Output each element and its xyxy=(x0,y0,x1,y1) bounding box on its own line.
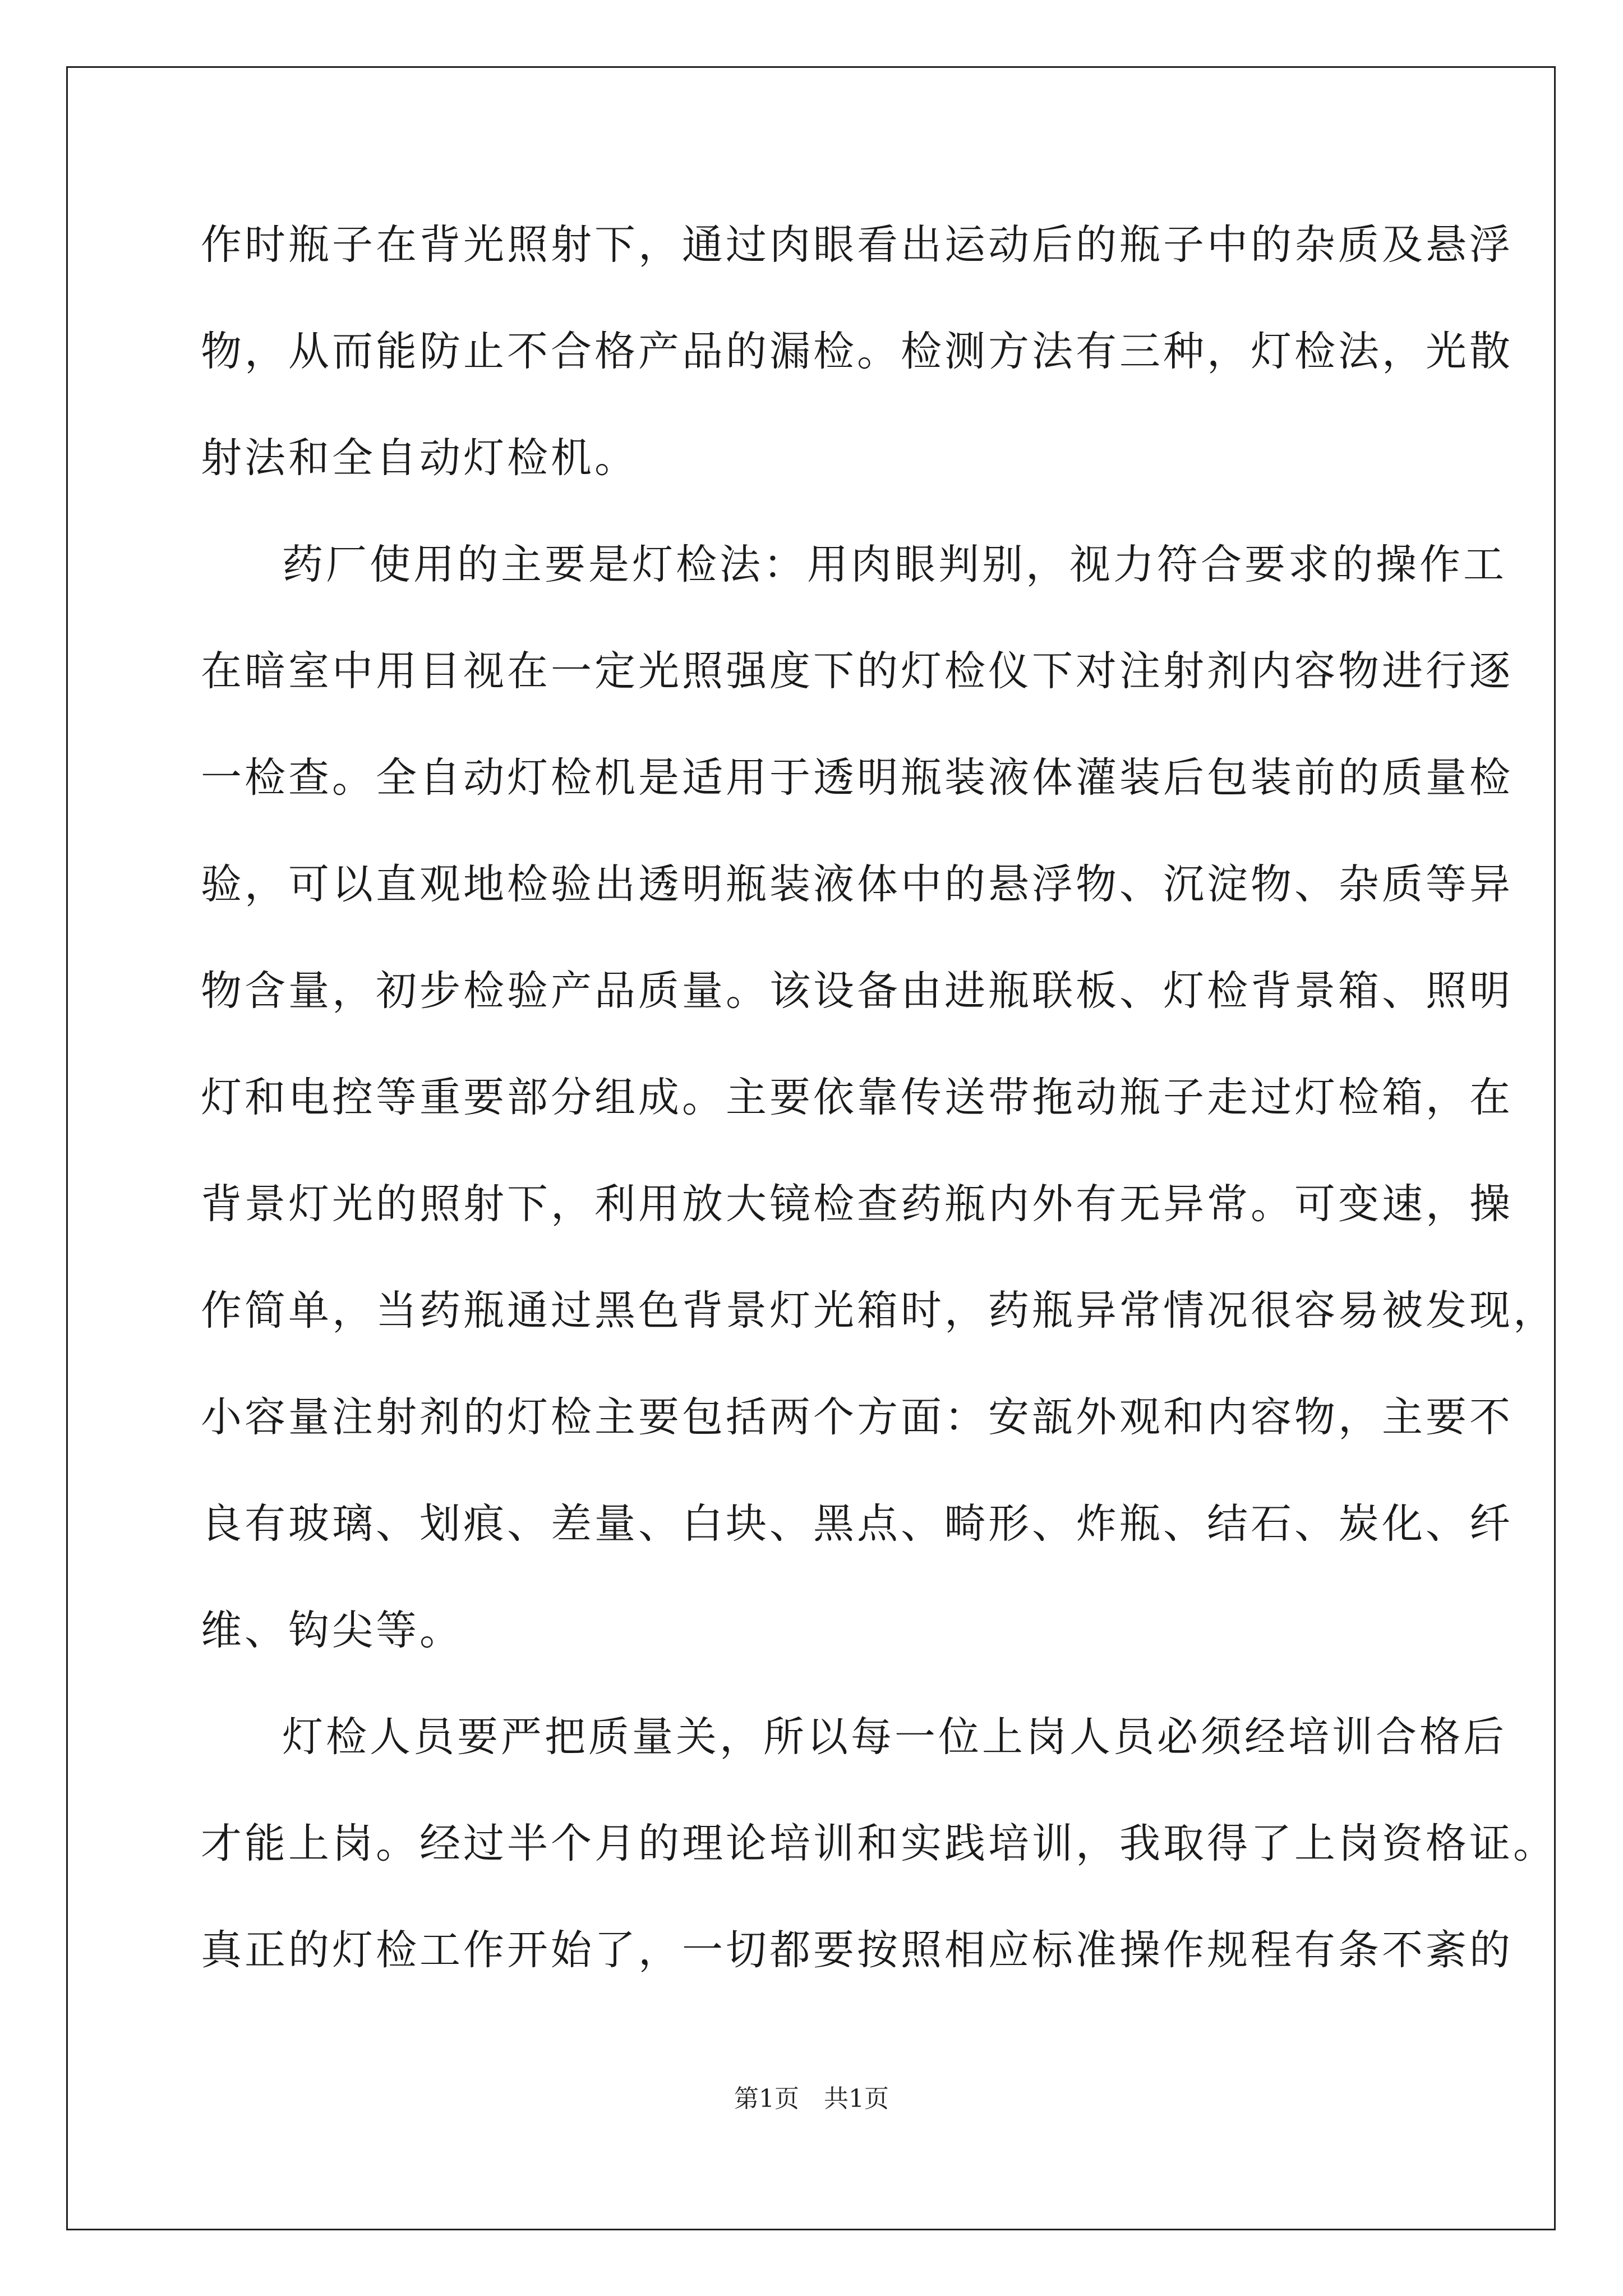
text-line: 在暗室中用目视在一定光照强度下的灯检仪下对注射剂内容物进行逐 xyxy=(201,647,1513,695)
page-border xyxy=(66,66,1556,2230)
paragraph-start-line: 灯检人员要严把质量关，所以每一位上岗人员必须经培训合格后 xyxy=(282,1713,1507,1761)
text-line: 才能上岗。经过半个月的理论培训和实践培训，我取得了上岗资格证。 xyxy=(201,1820,1557,1867)
page-number: 第1页 共1页 xyxy=(734,2085,889,2113)
paragraph-start-line: 药厂使用的主要是灯检法：用肉眼判别，视力符合要求的操作工 xyxy=(282,541,1507,588)
text-line: 维、钩尖等。 xyxy=(201,1607,463,1654)
text-line: 灯和电控等重要部分组成。主要依靠传送带拖动瓶子走过灯检箱，在 xyxy=(201,1074,1513,1121)
text-line: 射法和全自动灯检机。 xyxy=(201,434,638,482)
text-line: 物含量，初步检验产品质量。该设备由进瓶联板、灯检背景箱、照明 xyxy=(201,967,1513,1015)
text-line: 作时瓶子在背光照射下，通过肉眼看出运动后的瓶子中的杂质及悬浮 xyxy=(201,221,1513,269)
text-line: 良有玻璃、划痕、差量、白块、黑点、畸形、炸瓶、结石、炭化、纤 xyxy=(201,1500,1513,1548)
text-line: 背景灯光的照射下，利用放大镜检查药瓶内外有无异常。可变速，操 xyxy=(201,1180,1513,1228)
text-line: 小容量注射剂的灯检主要包括两个方面：安瓿外观和内容物，主要不 xyxy=(201,1393,1513,1441)
text-line: 验，可以直观地检验出透明瓶装液体中的悬浮物、沉淀物、杂质等异 xyxy=(201,861,1513,908)
text-line: 真正的灯检工作开始了，一切都要按照相应标准操作规程有条不紊的 xyxy=(201,1926,1513,1974)
text-line: 一检查。全自动灯检机是适用于透明瓶装液体灌装后包装前的质量检 xyxy=(201,754,1513,802)
text-line: 物，从而能防止不合格产品的漏检。检测方法有三种，灯检法，光散 xyxy=(201,328,1513,375)
text-line: 作简单，当药瓶通过黑色背景灯光箱时，药瓶异常情况很容易被发现， xyxy=(201,1287,1557,1335)
